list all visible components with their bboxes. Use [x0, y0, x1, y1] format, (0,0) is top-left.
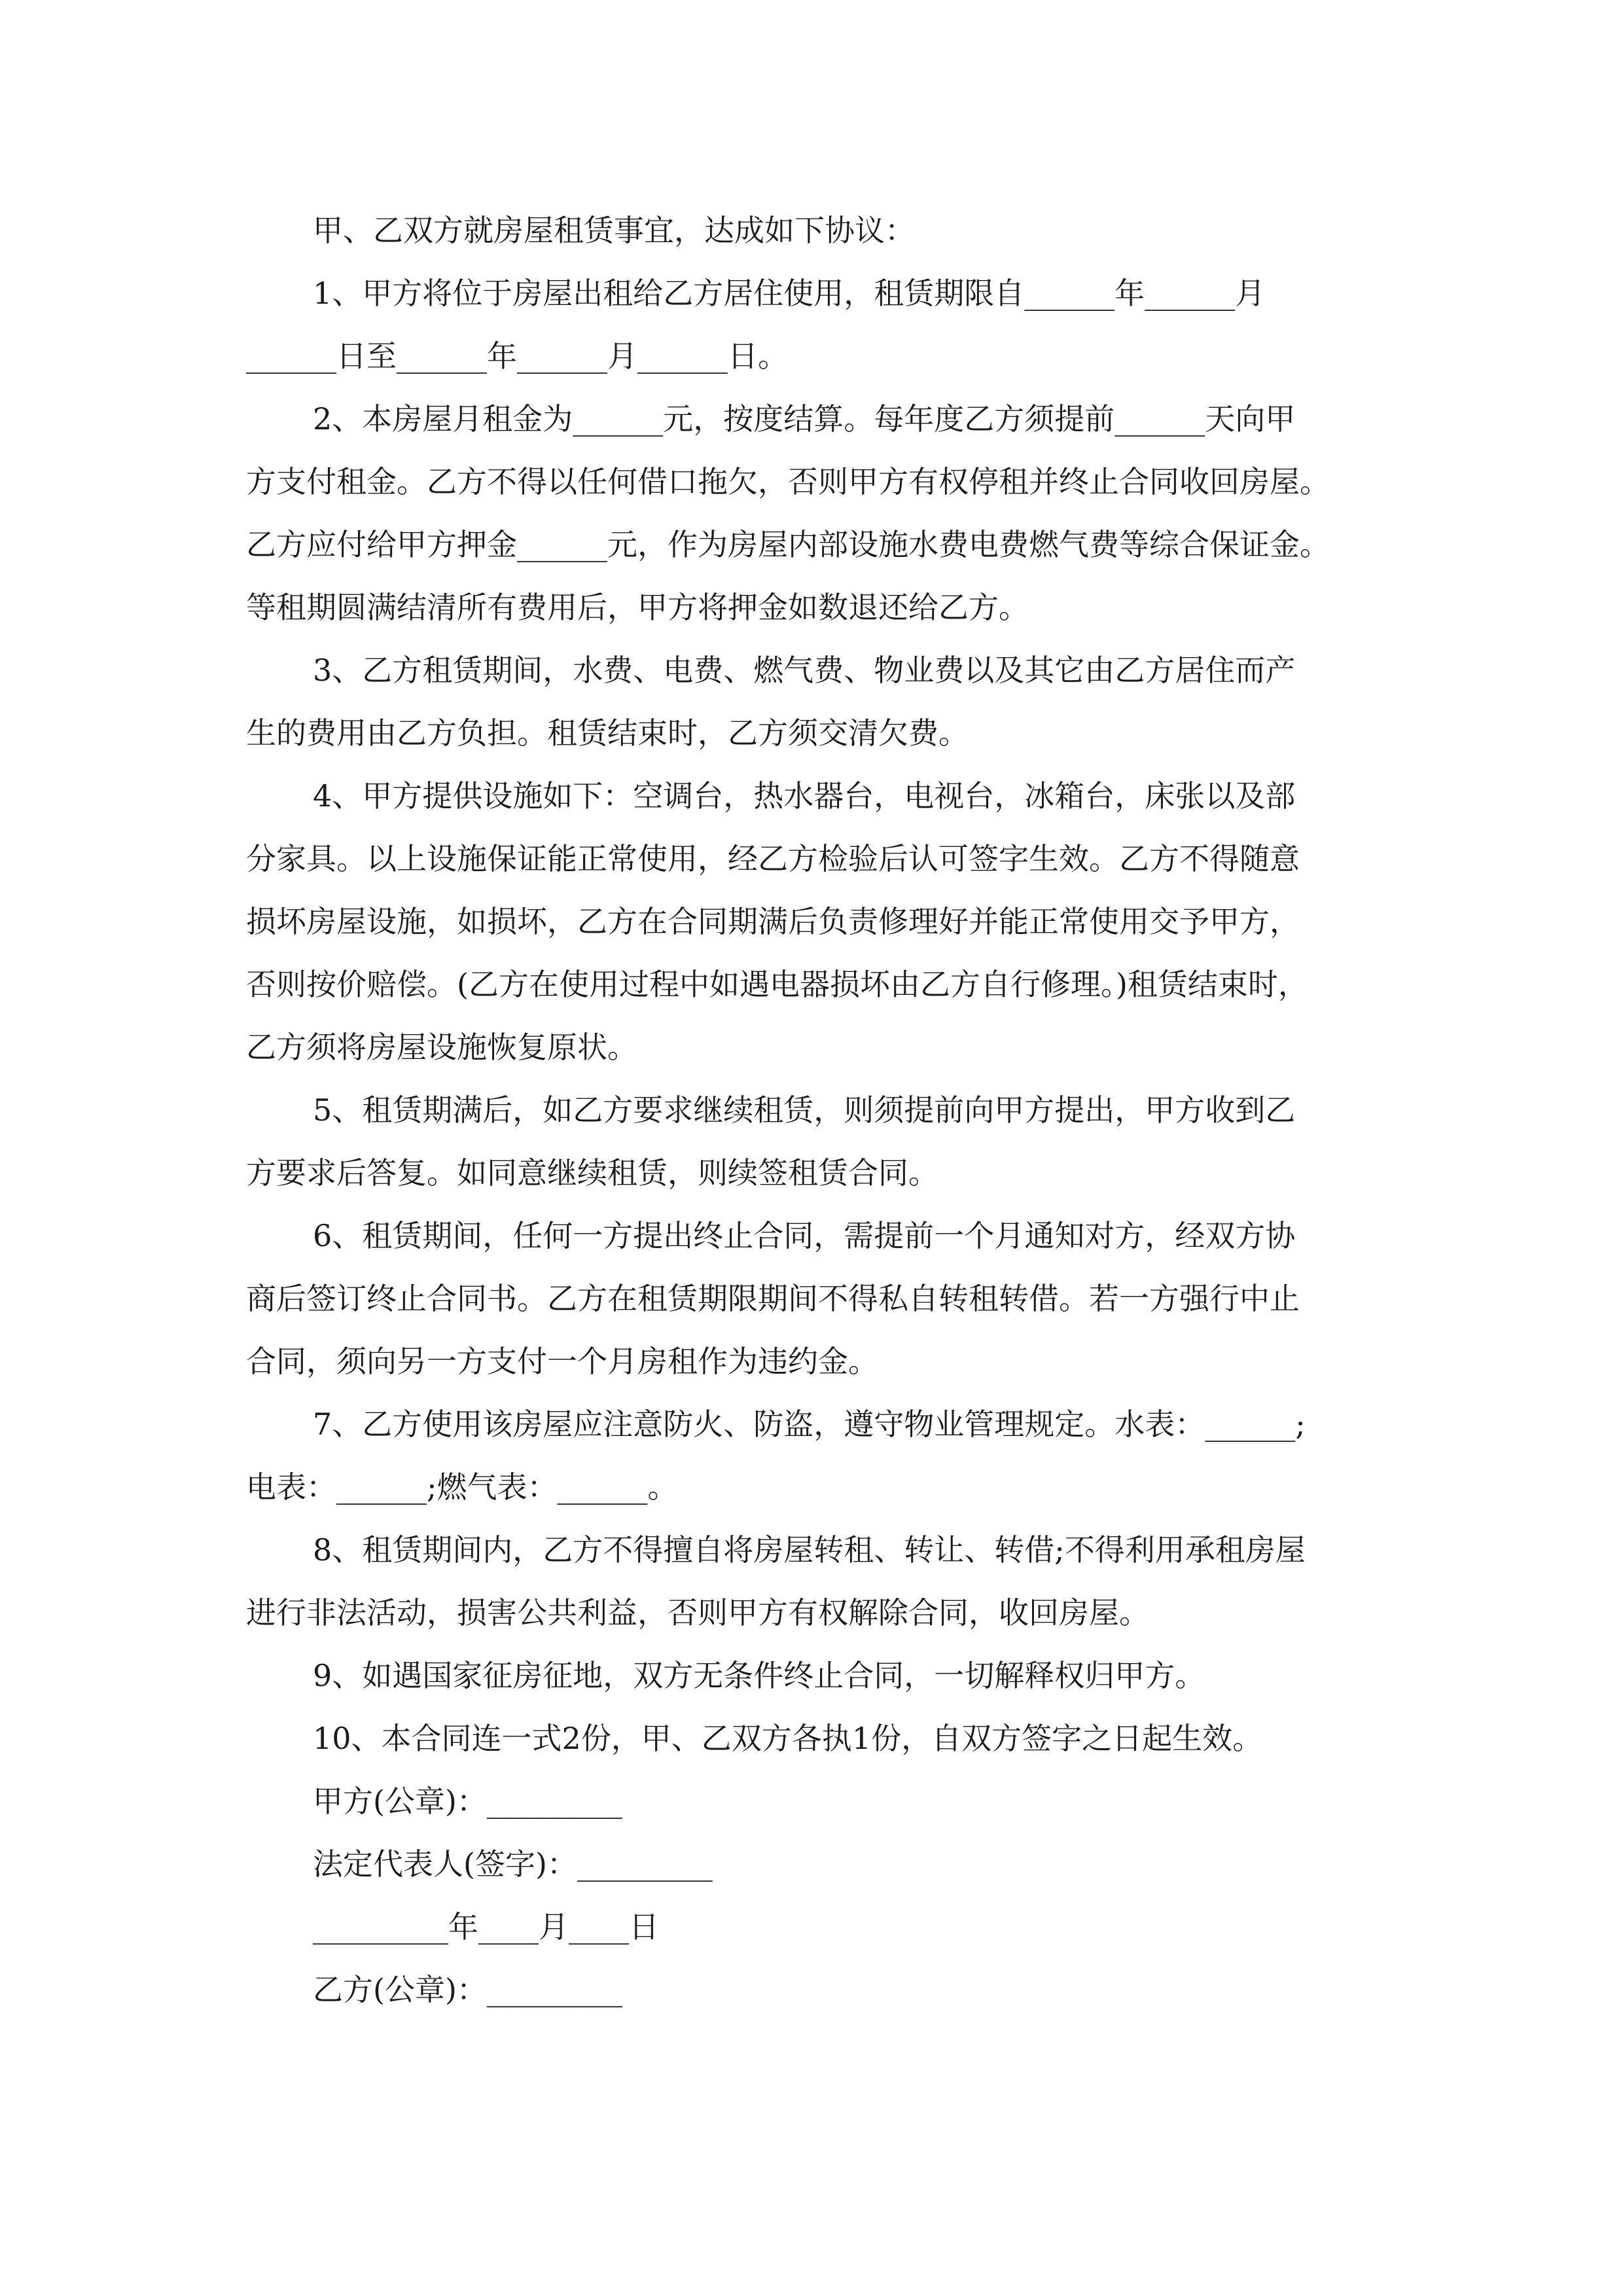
date-line: _________年____月____日: [313, 1909, 659, 1945]
clause-5-line-2: 方要求后答复。如同意继续租赁，则续签租赁合同。: [246, 1155, 938, 1191]
clause-1-line-2: ______日至______年______月______日。: [246, 338, 788, 374]
intro-line: 甲、乙双方就房屋租赁事宜，达成如下协议：: [313, 213, 915, 248]
clause-4-line-2: 分家具。以上设施保证能正常使用，经乙方检验后认可签字生效。乙方不得随意: [246, 841, 1300, 876]
clause-8-line-2: 进行非法活动，损害公共利益，否则甲方有权解除合同，收回房屋。: [246, 1595, 1149, 1630]
clause-2-line-2: 方支付租金。乙方不得以任何借口拖欠，否则甲方有权停租并终止合同收回房屋。: [246, 464, 1330, 499]
clause-5-line-1: 5、租赁期满后，如乙方要求继续租赁，则须提前向甲方提出，甲方收到乙: [313, 1092, 1296, 1128]
clause-6-line-2: 商后签订终止合同书。乙方在租赁期限期间不得私自转租转借。若一方强行中止: [246, 1281, 1300, 1316]
clause-7-line-2: 电表：______;燃气表：______。: [246, 1469, 678, 1505]
clause-1-line-1: 1、甲方将位于房屋出租给乙方居住使用，租赁期限自______年______月: [313, 276, 1266, 311]
clause-7-line-1: 7、乙方使用该房屋应注意防火、防盗，遵守物业管理规定。水表：______;: [313, 1407, 1306, 1442]
clause-6-line-1: 6、租赁期间，任何一方提出终止合同，需提前一个月通知对方，经双方协: [313, 1218, 1296, 1253]
clause-2-line-4: 等租期圆满结清所有费用后，甲方将押金如数退还给乙方。: [246, 590, 1029, 625]
clause-6-line-3: 合同，须向另一方支付一个月房租作为违约金。: [246, 1344, 878, 1379]
party-b-seal-line: 乙方(公章)：_________: [313, 1972, 622, 2007]
clause-4-line-3: 损坏房屋设施，如损坏，乙方在合同期满后负责修理好并能正常使用交予甲方，: [246, 904, 1300, 939]
party-a-seal-line: 甲方(公章)：_________: [313, 1784, 622, 1819]
clause-8-line-1: 8、租赁期间内，乙方不得擅自将房屋转租、转让、转借;不得利用承租房屋: [313, 1532, 1306, 1568]
clause-2-line-3: 乙方应付给甲方押金______元，作为房屋内部设施水费电费燃气费等综合保证金。: [246, 527, 1330, 562]
legal-rep-signature-line: 法定代表人(签字)：_________: [313, 1846, 713, 1882]
clause-2-line-1: 2、本房屋月租金为______元，按度结算。每年度乙方须提前______天向甲: [313, 401, 1296, 437]
clause-10-line: 10、本合同连一式2份，甲、乙双方各执1份，自双方签字之日起生效。: [313, 1721, 1263, 1756]
clause-4-line-5: 乙方须将房屋设施恢复原状。: [246, 1030, 637, 1065]
clause-3-line-2: 生的费用由乙方负担。租赁结束时，乙方须交清欠费。: [246, 715, 969, 751]
clause-4-line-4: 否则按价赔偿。(乙方在使用过程中如遇电器损坏由乙方自行修理。)租赁结束时，: [246, 967, 1308, 1002]
clause-3-line-1: 3、乙方租赁期间，水费、电费、燃气费、物业费以及其它由乙方居住而产: [313, 653, 1296, 688]
clause-9-line: 9、如遇国家征房征地，双方无条件终止合同，一切解释权归甲方。: [313, 1658, 1205, 1693]
clause-4-line-1: 4、甲方提供设施如下：空调台，热水器台，电视台，冰箱台，床张以及部: [313, 778, 1296, 814]
